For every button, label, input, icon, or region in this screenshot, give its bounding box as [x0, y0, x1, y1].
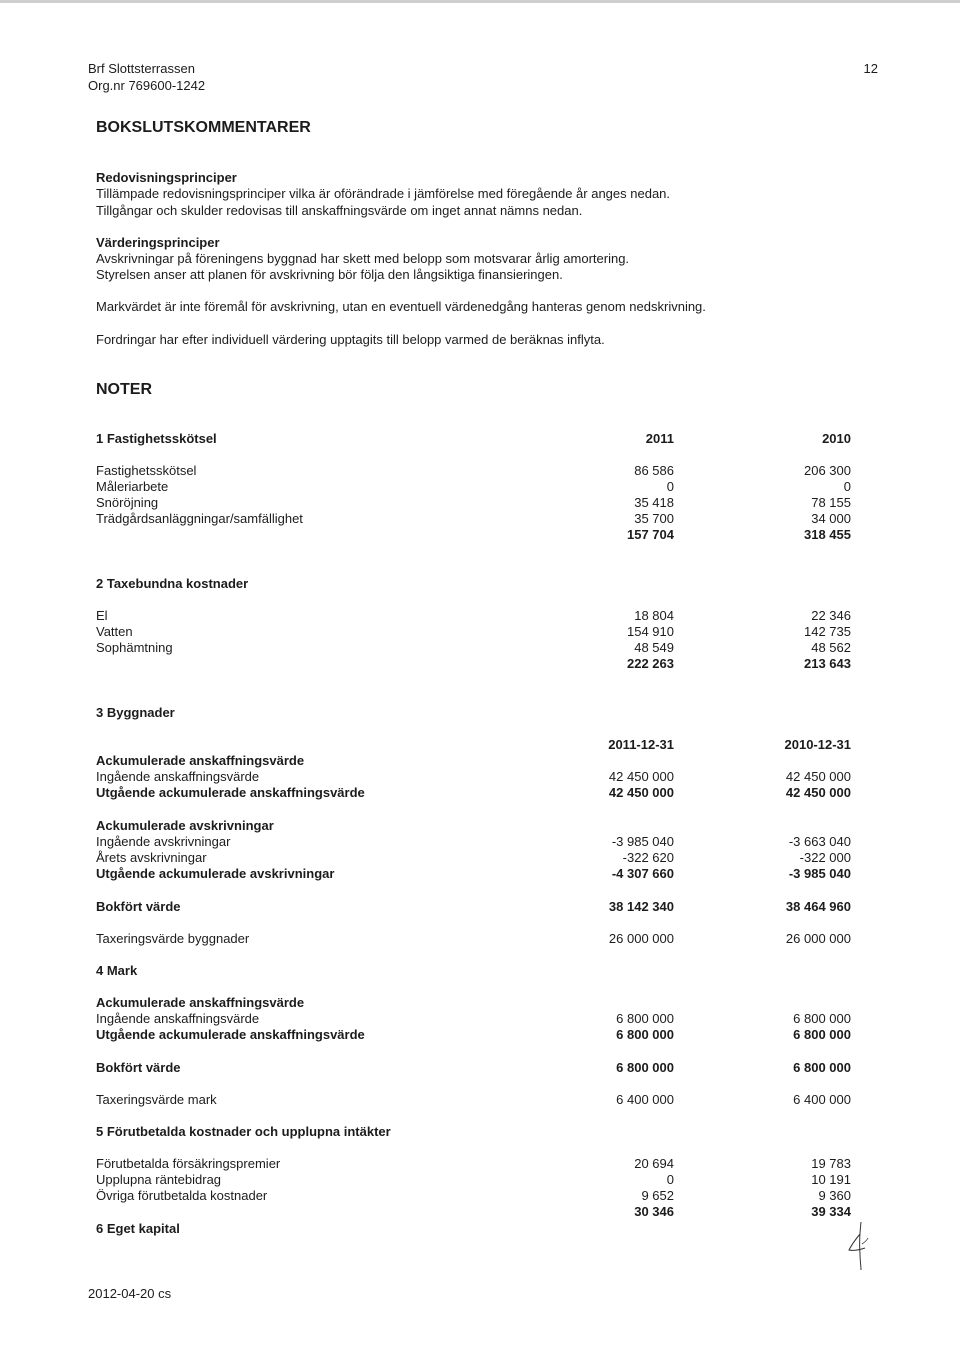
table-cell: 6 800 000 — [793, 1011, 851, 1026]
table-cell: -322 620 — [622, 850, 674, 865]
table-cell: 42 450 000 — [785, 769, 851, 784]
total-cell: 6 800 000 — [793, 1027, 851, 1042]
paragraph-text: Tillämpade redovisningsprinciper vilka är oförändrade i jämförelse med föregående år anges nedan. — [96, 186, 671, 201]
total-cell: 6 800 000 — [616, 1060, 674, 1075]
subheading: Ackumulerade anskaffningsvärde — [96, 995, 305, 1010]
table-cell: 9 652 — [641, 1188, 674, 1203]
paragraph-text: Styrelsen anser att planen för avskrivning bör följa den långsiktiga finansieringen. — [96, 267, 563, 282]
total-cell: 42 450 000 — [785, 785, 851, 800]
table-cell: 9 360 — [818, 1188, 851, 1203]
table-cell: 154 910 — [627, 624, 674, 639]
paragraph-text: Markvärdet är inte föremål för avskrivning, utan en eventuell värdenedgång hanteras genom nedskrivning. — [96, 299, 706, 314]
note1-heading: 1 Fastighetsskötsel — [96, 431, 217, 446]
total-cell: 6 800 000 — [616, 1027, 674, 1042]
table-cell: 18 804 — [634, 608, 674, 623]
table-row-label: Bokfört värde — [96, 1060, 181, 1075]
table-cell: 0 — [666, 479, 674, 494]
table-row-label: Sophämtning — [96, 640, 173, 655]
note3-col-2011: 2011-12-31 — [608, 737, 674, 752]
table-cell: 19 783 — [811, 1156, 851, 1171]
table-cell: 10 191 — [811, 1172, 851, 1187]
table-cell: 26 000 000 — [785, 931, 851, 946]
table-row-label: Ingående anskaffningsvärde — [96, 769, 260, 784]
subheading: Ackumulerade anskaffningsvärde — [96, 753, 305, 768]
signature-mark — [843, 1220, 873, 1272]
table-row-label: El — [96, 608, 108, 623]
table-cell: 86 586 — [634, 463, 674, 478]
table-cell: 206 300 — [804, 463, 851, 478]
table-cell: 0 — [843, 479, 851, 494]
total-cell: 318 455 — [804, 527, 851, 542]
page-number: 12 — [863, 61, 878, 76]
table-cell: 22 346 — [811, 608, 851, 623]
table-row-label: Utgående ackumulerade avskrivningar — [96, 866, 335, 881]
note5-heading: 5 Förutbetalda kostnader och upplupna intäkter — [96, 1124, 391, 1139]
note2-heading: 2 Taxebundna kostnader — [96, 576, 249, 591]
table-row-label: Utgående ackumulerade anskaffningsvärde — [96, 785, 365, 800]
table-cell: 6 400 000 — [616, 1092, 674, 1107]
table-row-label: Trädgårdsanläggningar/samfällighet — [96, 511, 303, 526]
table-cell: 34 000 — [811, 511, 851, 526]
table-row-label: Förutbetalda försäkringspremier — [96, 1156, 281, 1171]
note1-col-2011: 2011 — [645, 431, 674, 446]
table-cell: 20 694 — [634, 1156, 674, 1171]
total-cell: 213 643 — [804, 656, 851, 671]
note1-col-2010: 2010 — [822, 431, 851, 446]
heading-varderingsprinciper: Värderingsprinciper — [96, 235, 220, 250]
total-cell: 39 334 — [811, 1204, 851, 1219]
org-number: Org.nr 769600-1242 — [88, 78, 206, 93]
table-row-label: Utgående ackumulerade anskaffningsvärde — [96, 1027, 365, 1042]
total-cell: 42 450 000 — [608, 785, 674, 800]
table-cell: -3 663 040 — [788, 834, 851, 849]
table-cell: 78 155 — [811, 495, 851, 510]
total-cell: 6 800 000 — [793, 1060, 851, 1075]
paragraph-text: Avskrivningar på föreningens byggnad har skett med belopp som motsvarar årlig amortering. — [96, 251, 630, 266]
table-row-label: Snöröjning — [96, 495, 159, 510]
table-row-label: Fastighetsskötsel — [96, 463, 197, 478]
table-cell: 35 700 — [634, 511, 674, 526]
note3-col-2010: 2010-12-31 — [784, 737, 851, 752]
total-cell: 38 464 960 — [785, 899, 851, 914]
table-cell: 26 000 000 — [608, 931, 674, 946]
table-cell: 0 — [666, 1172, 674, 1187]
table-row-label: Ingående avskrivningar — [96, 834, 231, 849]
table-cell: 48 549 — [634, 640, 674, 655]
note3-heading: 3 Byggnader — [96, 705, 175, 720]
table-cell: 6 800 000 — [616, 1011, 674, 1026]
scan-edge — [0, 0, 960, 3]
table-cell: 48 562 — [811, 640, 851, 655]
table-cell: 42 450 000 — [608, 769, 674, 784]
paragraph-text: Fordringar har efter individuell värdering upptagits till belopp varmed de beräknas inflyta. — [96, 332, 605, 347]
subheading: Ackumulerade avskrivningar — [96, 818, 274, 833]
total-cell: 157 704 — [627, 527, 674, 542]
total-cell: 38 142 340 — [608, 899, 674, 914]
total-cell: 30 346 — [634, 1204, 674, 1219]
note4-heading: 4 Mark — [96, 963, 138, 978]
table-cell: 142 735 — [804, 624, 851, 639]
table-cell: -322 000 — [799, 850, 851, 865]
table-row-label: Vatten — [96, 624, 133, 639]
table-row-label: Övriga förutbetalda kostnader — [96, 1188, 268, 1203]
heading-redovisningsprinciper: Redovisningsprinciper — [96, 170, 237, 185]
table-cell: 6 400 000 — [793, 1092, 851, 1107]
table-row-label: Upplupna räntebidrag — [96, 1172, 222, 1187]
page-title: BOKSLUTSKOMMENTARER — [96, 119, 311, 136]
paragraph-text: Tillgångar och skulder redovisas till anskaffningsvärde om inget annat nämns nedan. — [96, 203, 583, 218]
total-cell: -4 307 660 — [611, 866, 674, 881]
total-cell: -3 985 040 — [788, 866, 851, 881]
total-cell: 222 263 — [627, 656, 674, 671]
table-row-label: Taxeringsvärde byggnader — [96, 931, 250, 946]
note6-heading: 6 Eget kapital — [96, 1221, 180, 1236]
table-row-label: Bokfört värde — [96, 899, 181, 914]
org-name: Brf Slottsterrassen — [88, 61, 195, 76]
table-row-label: Ingående anskaffningsvärde — [96, 1011, 260, 1026]
notes-title: NOTER — [96, 381, 152, 398]
table-cell: 35 418 — [634, 495, 674, 510]
table-row-label: Årets avskrivningar — [96, 850, 207, 865]
table-row-label: Taxeringsvärde mark — [96, 1092, 217, 1107]
table-cell: -3 985 040 — [611, 834, 674, 849]
table-row-label: Måleriarbete — [96, 479, 169, 494]
footer-date-sign: 2012-04-20 cs — [88, 1286, 172, 1301]
